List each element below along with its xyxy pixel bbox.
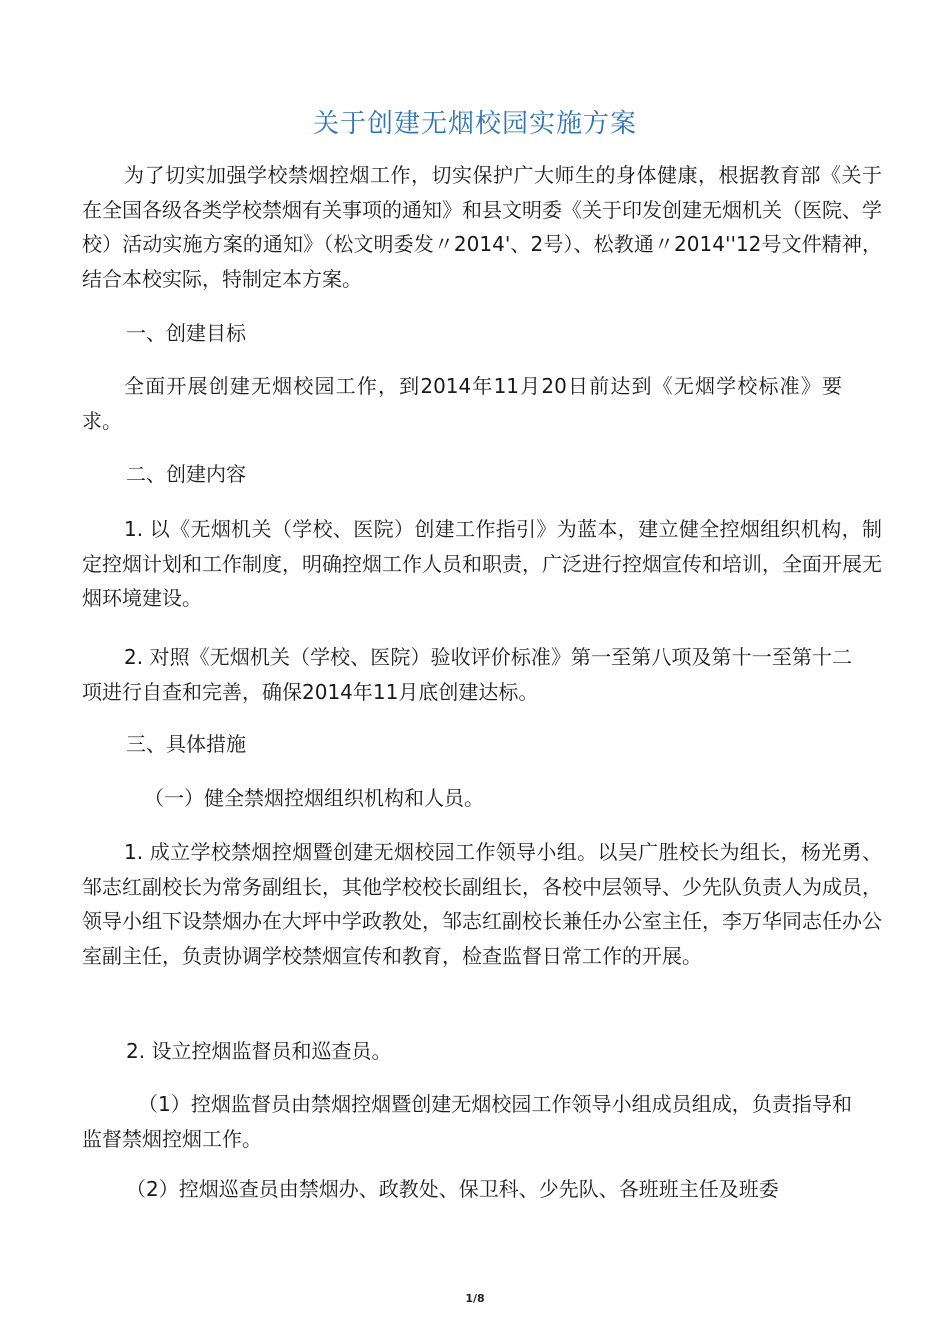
paragraph-content-1: 1. 以《无烟机关（学校、医院）创建工作指引》为蓝本，建立健全控烟组织机构，制定控烟计划和工作制度，明确控烟工作人员和职责，广泛进行控烟宣传和培训，全面开展无烟环境建设。 <box>82 517 882 610</box>
paragraph-supervisor: （1）控烟监督员由禁烟控烟暨创建无烟校园工作领导小组成员组成，负责指导和监督禁烟控烟工作。 <box>82 1092 852 1151</box>
paragraph-intro: 为了切实加强学校禁烟控烟工作，切实保护广大师生的身体健康，根据教育部《关于在全国各级各类学校禁烟有关事项的通知》和县文明委《关于印发创建无烟机关（医院、学校）活动实施方案的通知》（松文明委发〃2014'、2号）、松教通〃2014''12号文件精神，结合本校实际，特制定本方案。 <box>82 163 882 291</box>
paragraph-measure-1: 1. 成立学校禁烟控烟暨创建无烟校园工作领导小组。以吴广胜校长为组长，杨光勇、邹志红副校长为常务副组长，其他学校校长副组长，各校中层领导、少先队负责人为成员，领导小组下设禁烟办在大坪中学政教处，邹志红副校长兼任办公室主任，李万华同志任办公室副主任，负责协调学校禁烟宣传和教育，检查监督日常工作的开展。 <box>82 840 882 968</box>
page-number: 1/8 <box>465 1292 485 1305</box>
subsection-heading-organization: （一）健全禁烟控烟组织机构和人员。 <box>144 786 484 810</box>
paragraph-goal: 全面开展创建无烟校园工作，到2014年11月20日前达到《无烟学校标准》要求。 <box>82 374 842 433</box>
section-heading-measures: 三、具体措施 <box>126 732 246 756</box>
section-heading-content: 二、创建内容 <box>126 462 246 486</box>
paragraph-inspector: （2）控烟巡查员由禁烟办、政教处、保卫科、少先队、各班班主任及班委 <box>126 1177 779 1201</box>
section-heading-goal: 一、创建目标 <box>126 321 246 345</box>
paragraph-content-2: 2. 对照《无烟机关（学校、医院）验收评价标准》第一至第八项及第十一至第十二项进行自查和完善，确保2014年11月底创建达标。 <box>82 645 852 704</box>
paragraph-measure-2: 2. 设立控烟监督员和巡查员。 <box>126 1039 392 1063</box>
document-title: 关于创建无烟校园实施方案 <box>312 109 637 139</box>
